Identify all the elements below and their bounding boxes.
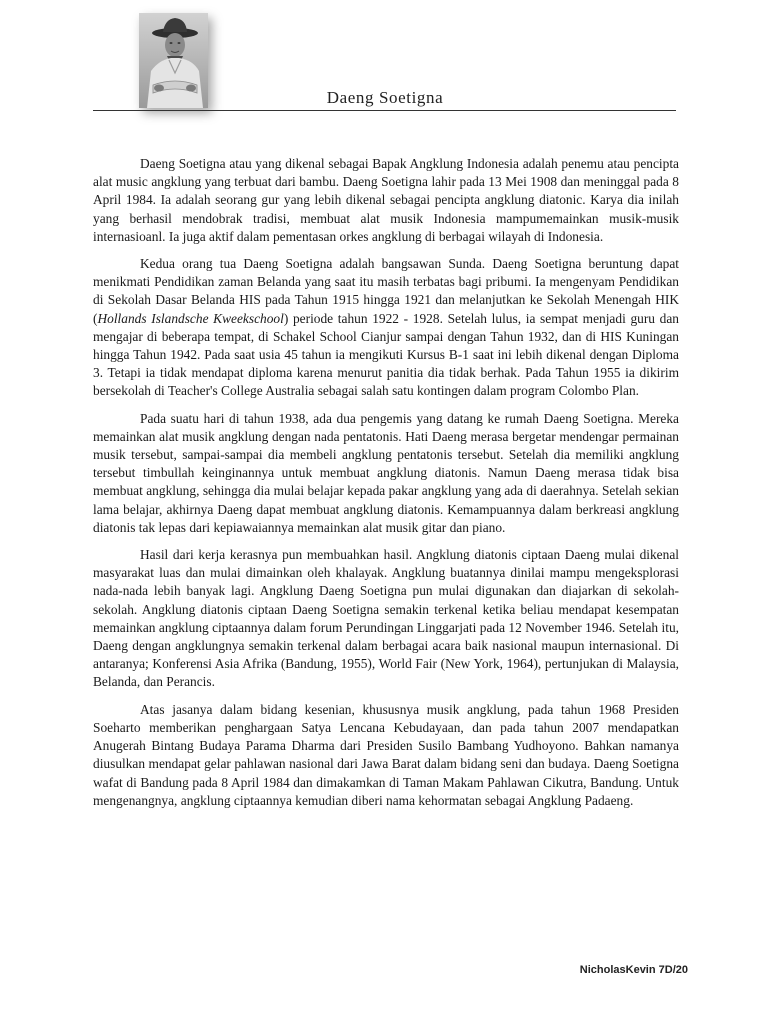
paragraph-3: Pada suatu hari di tahun 1938, ada dua pengemis yang datang ke rumah Daeng Soetigna. Mereka memainkan alat musik angklung dengan nada pentatonis. Hati Daeng merasa bergetar mendengar permainan musik tersebut, sampai-sampai dia membeli angklung pentatonis tersebut. Setelah dia memiliki angklung tersebut timbullah keinginannya untuk membuat angklung diatonis. Namun Daeng merasa tidak bisa membuat angklung, sehingga dia mulai belajar kepada pakar angklung yang ada di daerahnya. Setelah sekian lama belajar, akhirnya Daeng dapat membuat angklung diatonis. Kemampuannya dalam berkreasi angklung diatonis tak lepas dari kepiawaiannya memainkan alat musik gitar dan piano. [93,410,679,535]
paragraph-2-italic-school-name: Hollands Islandsche Kweekschool [97,310,284,326]
document-body [93,155,679,810]
paragraph-4: Hasil dari kerja kerasnya pun membuahkan hasil. Angklung diatonis ciptaan Daeng mulai dikenal masyarakat luas dan mulai dimainkan oleh khalayak. Angklung buatannya dinilai mampu mengeksplorasi nada-nada lebih banyak lagi. Angklung Daeng Soetigna pun mulai digunakan dan diajarkan di sekolah-sekolah. Angklung diatonis ciptaan Daeng Soetigna semakin terkenal ketika beliau mendapat kesempatan memainkan angklung ciptaannya dalam forum Perundingan Linggarjati pada 12 November 1946. Setelah itu, Daeng dengan angklungnya semakin terkenal dalam berbagai acara baik nasional maupun internasional. Di antaranya; Konferensi Asia Afrika (Bandung, 1955), World Fair (New York, 1964), pertunjukan di Malaysia, Belanda, dan Perancis. [93,547,679,690]
document-title: Daeng Soetigna [326,88,444,107]
paragraph-5: Atas jasanya dalam bidang kesenian, khususnya musik angklung, pada tahun 1968 Presiden Soeharto memberikan penghargaan Satya Lencana Kebudayaan, dan pada tahun 2007 mendapatkan Anugerah Bintang Budaya Parama Dharma dari Presiden Susilo Bambang Yudhoyono. Bahkan namanya diusulkan mendapat gelar pahlawan nasional dari Jawa Barat dalam bidang seni dan budaya. Daeng Soetigna wafat di Bandung pada 8 April 1984 dan dimakamkan di Taman Makam Pahlawan Cikutra, Bandung. Untuk mengenangnya, angklung ciptaannya kemudian diberi nama kehormatan sebagai Angklung Padaeng. [93,701,679,808]
paragraph-2-text-b: ) periode tahun 1922 - 1928. Setelah lulus, ia sempat menjadi guru dan mengajar di beberapa tempat, di Schakel School Cianjur sampai dengan Tahun 1932, dan di HIS Kuningan hingga Tahun 1942. Pada saat usia 45 tahun ia mengikuti Kursus B-1 saat ini lebih dikenal dengan Diploma 3. Tetapi ia tidak mendapat diploma karena menurut panitia dia tidak berhak. Pada Tahun 1955 ia dikirim bersekolah di Teacher's College Australia sebagai salah satu kontingen dalam program Colombo Plan. [93,310,679,399]
title-rule [93,110,676,111]
paragraph-2-text-a: Kedua orang tua Daeng Soetigna adalah bangsawan Sunda. Daeng Soetigna beruntung dapat menikmati Pendidikan zaman Belanda yang saat itu masih terbatas bagi pribumi. Ia mengenyam Pendidikan di Sekolah Dasar Belanda HIS pada Tahun 1915 hingga 1921 dan melanjutkan ke Sekolah Menengah HIK ( [93,256,679,326]
paragraph-1: Daeng Soetigna atau yang dikenal sebagai Bapak Angklung Indonesia adalah penemu atau pencipta alat music angklung yang terbuat dari bambu. Daeng Soetigna lahir pada 13 Mei 1908 dan meninggal pada 8 April 1984. Ia adalah seorang gur yang lebih dikenal sebagai pencipta angklung diatonic. Karya dia inilah yang berhasil mendobrak tradisi, membuat alat musik Indonesia mampumemainkan musik-musik internasioanl. Ia juga aktif dalam pementasan orkes angklung di berbagai wilayah di Indonesia. [93,156,679,244]
paragraph-2 [93,255,679,401]
author-footer: NicholasKevin 7D/20 [579,964,688,976]
